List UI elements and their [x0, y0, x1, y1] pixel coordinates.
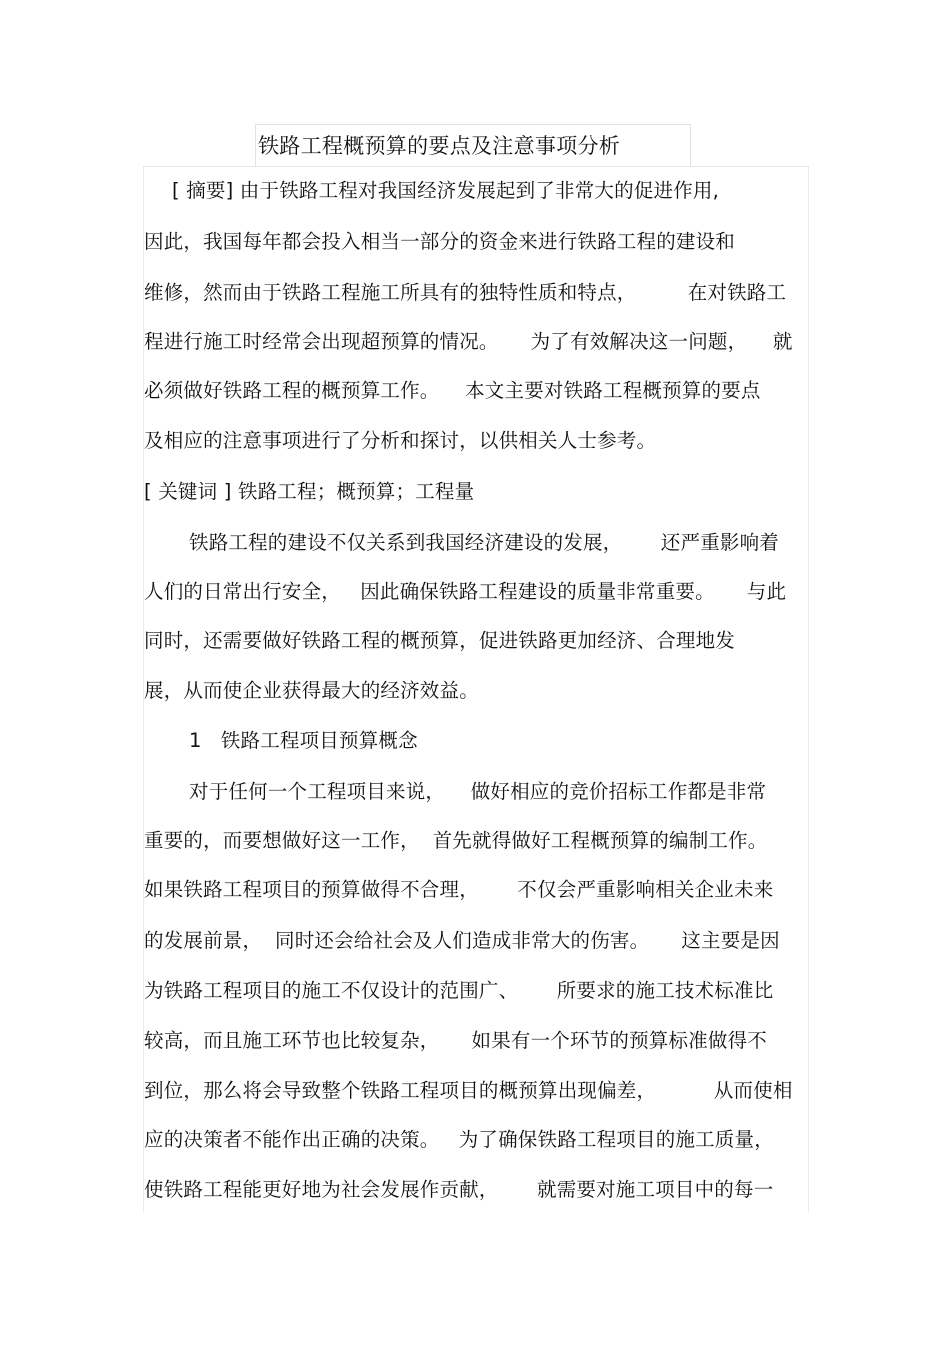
body-line: 如果铁路工程项目的预算做得不合理， 不仅会严重影响相关企业未来 — [144, 878, 774, 901]
body-line: 同时，还需要做好铁路工程的概预算，促进铁路更加经济、合理地发 — [144, 629, 736, 652]
body-line: 应的决策者不能作出正确的决策。 为了确保铁路工程项目的施工质量， — [144, 1128, 774, 1151]
body-line: 为铁路工程项目的施工不仅设计的范围广、 所要求的施工技术标准比 — [144, 979, 774, 1002]
abstract-line: [ 摘要] 由于铁路工程对我国经济发展起到了非常大的促进作用, — [172, 179, 720, 202]
abstract-line: 程进行施工时经常会出现超预算的情况。 为了有效解决这一问题， 就 — [144, 330, 793, 353]
section-heading: 1 铁路工程项目预算概念 — [189, 729, 418, 752]
keywords-line: [ 关键词 ] 铁路工程；概预算；工程量 — [144, 480, 475, 503]
body-line: 较高，而且施工环节也比较复杂， 如果有一个环节的预算标准做得不 — [144, 1029, 767, 1052]
abstract-line: 因此，我国每年都会投入相当一部分的资金来进行铁路工程的建设和 — [144, 230, 736, 253]
abstract-line: 必须做好铁路工程的概预算工作。 本文主要对铁路工程概预算的要点 — [144, 379, 761, 402]
body-line: 使铁路工程能更好地为社会发展作贡献， 就需要对施工项目中的每一 — [144, 1178, 774, 1201]
body-line: 重要的，而要想做好这一工作， 首先就得做好工程概预算的编制工作。 — [144, 829, 768, 852]
body-line: 展，从而使企业获得最大的经济效益。 — [144, 679, 479, 702]
body-line: 对于任何一个工程项目来说， 做好相应的竞价招标工作都是非常 — [189, 780, 767, 803]
abstract-line: 维修，然而由于铁路工程施工所具有的独特性质和特点， 在对铁路工 — [144, 281, 787, 304]
body-line: 到位，那么将会导致整个铁路工程项目的概预算出现偏差， 从而使相 — [144, 1079, 793, 1102]
body-line: 人们的日常出行安全， 因此确保铁路工程建设的质量非常重要。 与此 — [144, 580, 787, 603]
body-line: 的发展前景， 同时还会给社会及人们造成非常大的伤害。 这主要是因 — [144, 929, 780, 952]
document-title: 铁路工程概预算的要点及注意事项分析 — [258, 134, 621, 158]
abstract-line: 及相应的注意事项进行了分析和探讨，以供相关人士参考。 — [144, 429, 657, 452]
body-line: 铁路工程的建设不仅关系到我国经济建设的发展， 还严重影响着 — [189, 531, 779, 554]
